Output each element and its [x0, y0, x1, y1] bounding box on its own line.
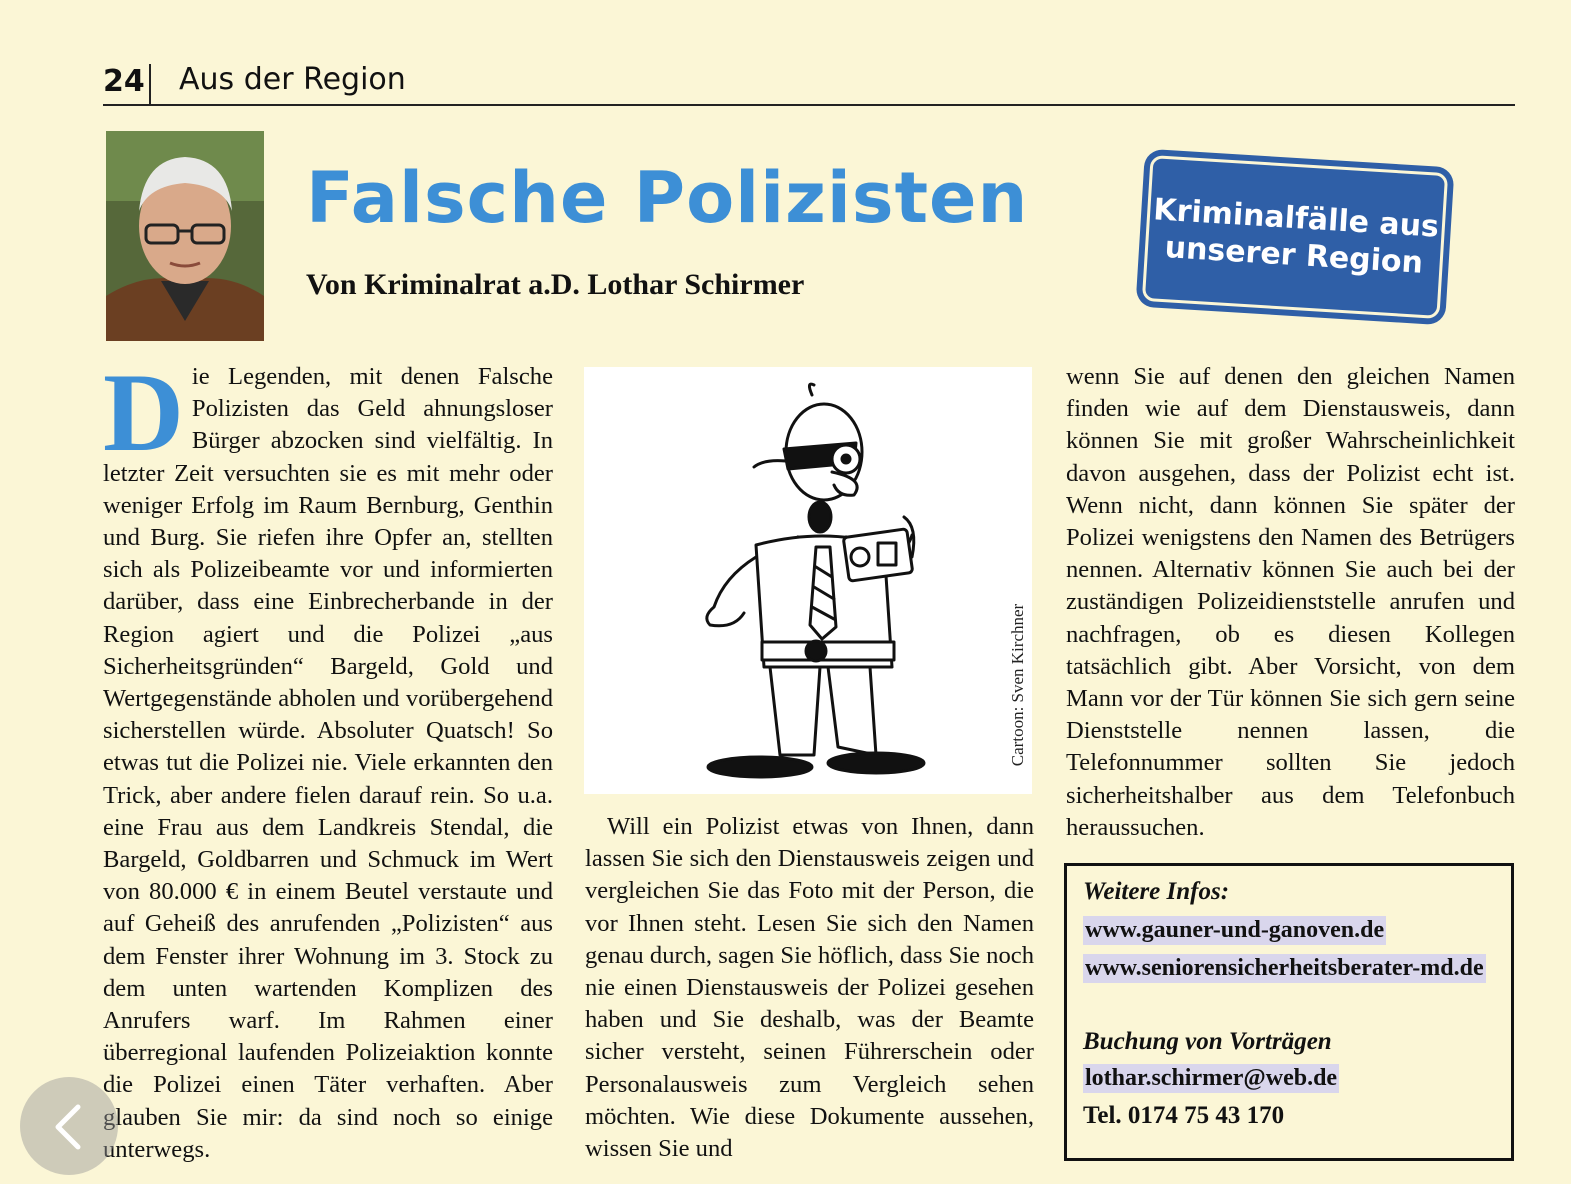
- column-2-text: Will ein Polizist etwas von Ihnen, dann lassen Sie sich den Dienstausweis zeigen und vergleichen Sie das Foto mit der Person, die vor Ihnen steht. Lesen Sie sich den Namen genau durch, sagen Sie höflich, dass Sie noch nie einen Dienstausweis der Polizei gesehen haben und Sie deshalb, was der Beamte sicher versteht, seinen Führerschein oder Personalausweis zum Vergleich sehen möchten. Wie diese Dokumente aussehen, wissen Sie und: [585, 813, 1034, 1163]
- phone-number: Tel. 0174 75 43 170: [1083, 1102, 1285, 1129]
- badge-line-2: unserer Region: [1163, 230, 1424, 281]
- article-title: Falsche Polizisten: [306, 157, 1029, 239]
- link-seniorensicherheitsberater[interactable]: www.seniorensicherheitsberater-md.de: [1085, 955, 1484, 981]
- cartoon-image: [584, 367, 1032, 794]
- info-box: [1064, 863, 1514, 1161]
- section-title: Aus der Region: [179, 62, 406, 97]
- email-link[interactable]: lothar.schirmer@web.de: [1085, 1065, 1338, 1091]
- article-column-3: [1066, 361, 1515, 851]
- link-gauner-und-ganoven[interactable]: www.gauner-und-ganoven.de: [1085, 917, 1385, 943]
- article-column-1: [103, 361, 553, 1171]
- column-3-text: wenn Sie auf denen den gleichen Namen finden wie auf dem Dienstausweis, dann können Sie mit großer Wahrscheinlichkeit davon ausgehen, dass der Polizist echt ist. Wenn nicht, dann können Sie später der Polizei wenigstens den Namen des Betrügers nennen. Alternativ können Sie auch bei der zuständigen Polizeidienststelle anrufen und nachfragen, ob es diesen Kollegen tatsächlich gibt. Aber Vorsicht, von dem Mann vor der Tür können Sie sich gern seine Dienststelle nennen lassen, die Telefonnummer sollten Sie jedoch sicherheitshalber aus dem Telefonbuch heraussuchen.: [1066, 363, 1515, 841]
- column-1-text: ie Legenden, mit denen Falsche Polizisten das Geld ahnungsloser Bürger abzocken sind vielfältig. In letzter Zeit versuchten sie es mit mehr oder weniger Erfolg im Raum Bernburg, Genthin und Burg. Sie riefen ihre Opfer an, stellten sich als Polizeibeamte vor und informierten darüber, dass eine Einbrecherbande in der Region agiert und die Polizei „aus Sicherheitsgründen“ Bargeld, Gold und Wertgegenstände abholen und vorübergehend sicherstellen würde. Absoluter Quatsch! So etwas tut die Polizei nie. Viele erkannten den Trick, aber andere fielen darauf rein. So u.a. eine Frau aus dem Landkreis Stendal, die Bargeld, Goldbarren und Schmuck im Wert von 80.000 € in einem Beutel verstaute und auf Geheiß des anrufenden „Polizisten“ aus dem Fenster ihrer Wohnung im 3. Stock zu dem unten wartenden Komplizen des Anrufers warf. Im Rahmen einer überregional laufenden Polizeiaktion konnte die Polizei einen Täter verhaften. Aber glauben Sie mir: da sind noch so einige unterwegs.: [103, 363, 553, 1163]
- badge-line-1: Kriminalfälle aus: [1152, 191, 1440, 245]
- category-badge: [1138, 151, 1453, 323]
- author-photo: [106, 131, 264, 341]
- header-divider: [149, 64, 151, 104]
- back-button[interactable]: [20, 1077, 118, 1175]
- drop-cap: D: [103, 361, 184, 475]
- article-column-2: [585, 811, 1034, 1173]
- article-byline: Von Kriminalrat a.D. Lothar Schirmer: [306, 268, 805, 301]
- page-header: [103, 58, 1515, 106]
- cartoon-credit: [1008, 592, 1028, 778]
- info-heading-booking: Buchung von Vorträgen: [1083, 1028, 1332, 1055]
- info-heading-more: Weitere Infos:: [1083, 878, 1230, 905]
- cartoon-credit-text: Cartoon: Sven Kirchner: [1008, 603, 1027, 767]
- chevron-left-icon: [20, 1077, 118, 1175]
- page-number: 24: [103, 64, 145, 99]
